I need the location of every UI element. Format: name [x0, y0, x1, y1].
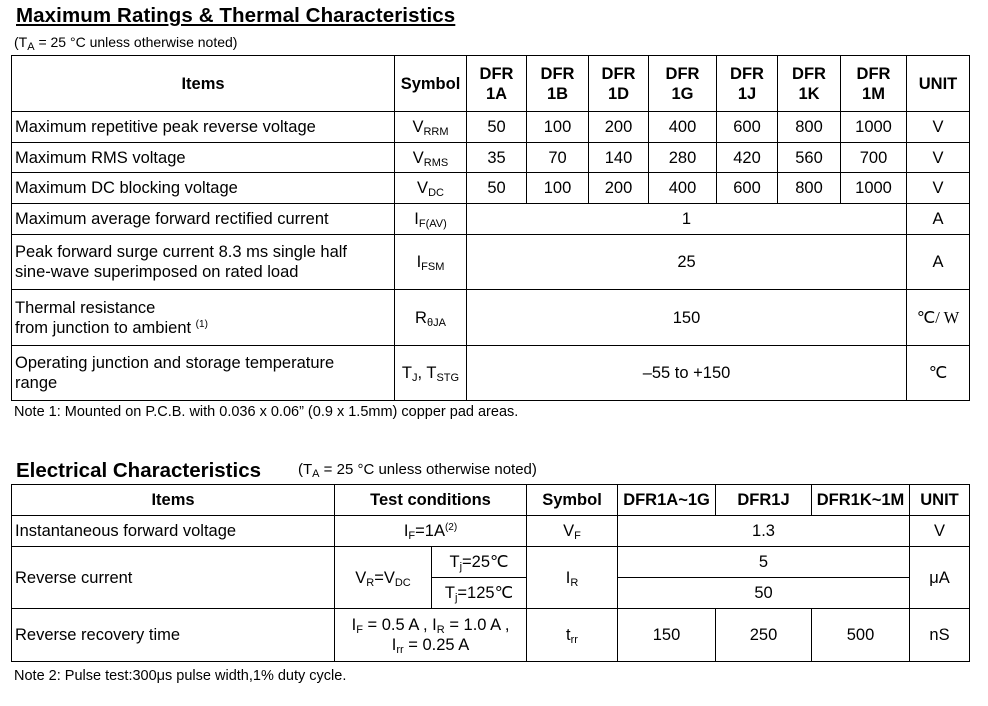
header-unit: UNIT: [907, 56, 970, 112]
header-unit: UNIT: [910, 485, 970, 516]
table-row-ir-25c: [12, 547, 970, 578]
header-items: Items: [12, 485, 335, 516]
value-cell: 420: [717, 143, 778, 173]
header-dfr1d: DFR 1D: [589, 56, 649, 112]
row-item: Operating junction and storage temperature range: [12, 346, 395, 401]
footnote-1: Note 1: Mounted on P.C.B. with 0.036 x 0.06” (0.9 x 1.5mm) copper pad areas.: [14, 404, 519, 420]
table-row-vf: [12, 516, 970, 547]
value-cell: 35: [467, 143, 527, 173]
value-cell: 400: [649, 112, 717, 143]
unit-cell: V: [907, 173, 970, 204]
value-cell: 150: [618, 609, 716, 662]
unit-cell: μA: [910, 547, 970, 609]
row-symbol: $V_{RMS}$: [395, 143, 467, 173]
value-cell: 600: [717, 112, 778, 143]
header-dfr1b: DFR 1B: [527, 56, 589, 112]
header-symbol: Symbol: [527, 485, 618, 516]
value-cell: 200: [589, 112, 649, 143]
value-cell: 800: [778, 173, 841, 204]
unit-cell: V: [907, 112, 970, 143]
value-cell: 25: [467, 235, 907, 290]
row-symbol: $I_{F(AV)}$: [395, 204, 467, 235]
table-header-row: [12, 485, 970, 516]
header-test-conditions: Test conditions: [335, 485, 527, 516]
value-cell: 250: [716, 609, 812, 662]
value-cell: 150: [467, 290, 907, 346]
footnote-2: Note 2: Pulse test:300μs pulse width,1% duty cycle.: [14, 668, 347, 684]
value-cell: 1: [467, 204, 907, 235]
table-header-row: [12, 56, 970, 112]
header-symbol: Symbol: [395, 56, 467, 112]
value-cell: 800: [778, 112, 841, 143]
row-item: Peak forward surge current 8.3 ms single half sine-wave superimposed on rated load: [12, 235, 395, 290]
unit-cell: A: [907, 235, 970, 290]
header-dfr1g: DFR 1G: [649, 56, 717, 112]
section-title-max-ratings: Maximum Ratings & Thermal Characteristics: [16, 4, 456, 27]
row-item: Maximum DC blocking voltage: [12, 173, 395, 204]
row-symbol: $R_{\theta JA}$: [395, 290, 467, 346]
test-condition-temp: $T_j=25℃$: [432, 547, 527, 578]
unit-cell: A: [907, 204, 970, 235]
value-cell: 560: [778, 143, 841, 173]
table-row-ifav: [12, 204, 970, 235]
row-item: Maximum average forward rectified current: [12, 204, 395, 235]
row-symbol: $t_{rr}$: [527, 609, 618, 662]
unit-cell: V: [907, 143, 970, 173]
row-item: Instantaneous forward voltage: [12, 516, 335, 547]
table-row-vrms: [12, 143, 970, 173]
table-row-trr: [12, 609, 970, 662]
value-cell: 100: [527, 112, 589, 143]
test-condition: $I_F = 0.5$ A , $I_R = 1.0$ A , $I_{rr} = 0.25$ A: [335, 609, 527, 662]
table-row-tj-tstg: [12, 346, 970, 401]
electrical-characteristics-table: [11, 484, 970, 662]
value-cell: 400: [649, 173, 717, 204]
row-item: Maximum RMS voltage: [12, 143, 395, 173]
row-symbol: $T_J$, $T_{STG}$: [395, 346, 467, 401]
test-condition: $I_F=1A^{(2)}$: [335, 516, 527, 547]
row-symbol: $I_R$: [527, 547, 618, 609]
value-cell: 280: [649, 143, 717, 173]
row-item: Maximum repetitive peak reverse voltage: [12, 112, 395, 143]
row-item: Thermal resistance from junction to ambient $^{(1)}$: [12, 290, 395, 346]
test-condition-temp: $T_j=125℃$: [432, 578, 527, 609]
value-cell: 600: [717, 173, 778, 204]
value-cell: 1.3: [618, 516, 910, 547]
header-dfr1a: DFR 1A: [467, 56, 527, 112]
value-cell: –55 to +150: [467, 346, 907, 401]
value-cell: 500: [812, 609, 910, 662]
value-cell: 200: [589, 173, 649, 204]
value-cell: 700: [841, 143, 907, 173]
header-dfr1a-1g: DFR1A~1G: [618, 485, 716, 516]
value-cell: 50: [467, 173, 527, 204]
table-row-vdc: [12, 173, 970, 204]
table-row-vrrm: [12, 112, 970, 143]
row-item: Reverse recovery time: [12, 609, 335, 662]
conditions-note-2: ($T_A = 25$ °C unless otherwise noted): [298, 461, 537, 480]
unit-cell: V: [910, 516, 970, 547]
unit-cell: nS: [910, 609, 970, 662]
value-cell: 1000: [841, 112, 907, 143]
value-cell: 100: [527, 173, 589, 204]
header-dfr1m: DFR 1M: [841, 56, 907, 112]
section-title-electrical: Electrical Characteristics: [16, 459, 261, 482]
value-cell: 140: [589, 143, 649, 173]
header-dfr1k: DFR 1K: [778, 56, 841, 112]
value-cell: 50: [618, 578, 910, 609]
unit-cell: ℃: [907, 346, 970, 401]
max-ratings-table: [11, 55, 970, 401]
test-condition: $V_R=V_{DC}$: [335, 547, 432, 609]
table-row-ifsm: [12, 235, 970, 290]
conditions-note-1: ($T_A = 25$ °C unless otherwise noted): [14, 34, 238, 53]
row-symbol: $V_{DC}$: [395, 173, 467, 204]
row-symbol: $I_{FSM}$: [395, 235, 467, 290]
row-item: Reverse current: [12, 547, 335, 609]
header-dfr1j: DFR 1J: [717, 56, 778, 112]
header-dfr1j: DFR1J: [716, 485, 812, 516]
header-dfr1k-1m: DFR1K~1M: [812, 485, 910, 516]
value-cell: 5: [618, 547, 910, 578]
value-cell: 70: [527, 143, 589, 173]
table-row-rthja: [12, 290, 970, 346]
unit-cell: ℃/ W: [907, 290, 970, 346]
value-cell: 50: [467, 112, 527, 143]
value-cell: 1000: [841, 173, 907, 204]
header-items: Items: [12, 56, 395, 112]
row-symbol: $V_F$: [527, 516, 618, 547]
row-symbol: $V_{RRM}$: [395, 112, 467, 143]
